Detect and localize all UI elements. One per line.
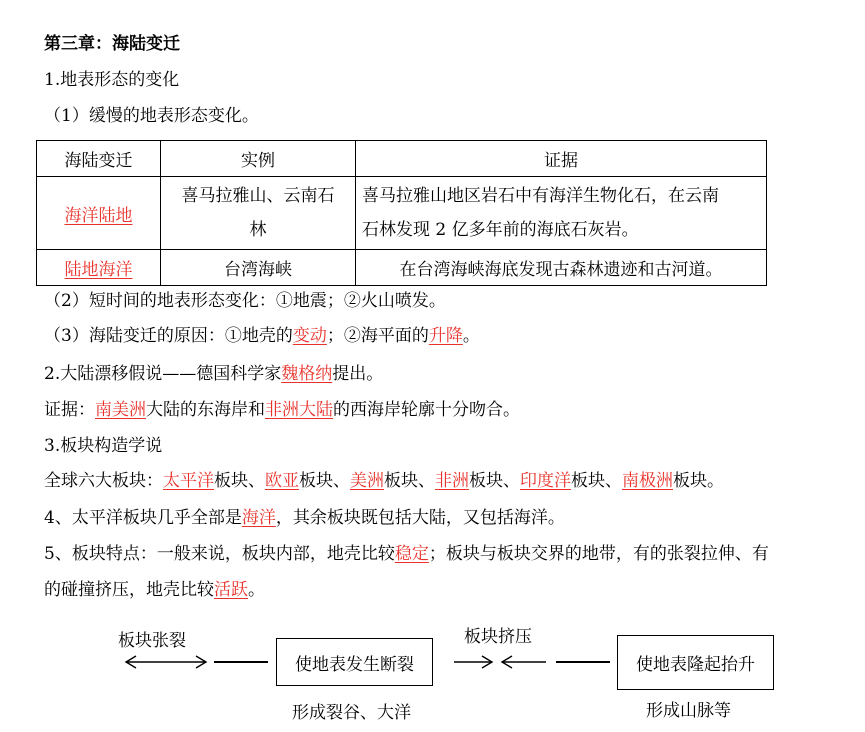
plate-name: 美洲 xyxy=(350,471,384,491)
table-cell-evidence: 喜马拉雅山地区岩石中有海洋生物化石，在云南 石林发现 2 亿多年前的海底石灰岩。 xyxy=(356,177,767,250)
diagram-right-caption: 形成山脉等 xyxy=(646,701,731,721)
section1-heading: 1.地表形态的变化 xyxy=(44,70,180,90)
diagram-left-label: 板块张裂 xyxy=(118,631,186,651)
plate-suffix: 板块、 xyxy=(469,471,520,491)
table-header-cell: 海陆变迁 xyxy=(37,141,161,177)
section1-sub3: （3）海陆变迁的原因：①地壳的变动；②海平面的升降。 xyxy=(44,326,480,346)
plate-suffix: 板块、 xyxy=(384,471,435,491)
double-arrow-icon xyxy=(124,652,208,672)
connector-line xyxy=(214,661,268,663)
section2-heading: 2.大陆漂移假说——德国科学家魏格纳提出。 xyxy=(44,364,384,384)
section4-line: 4、太平洋板块几乎全部是海洋，其余板块既包括大陆，又包括海洋。 xyxy=(44,508,565,528)
plate-suffix: 板块、 xyxy=(214,471,265,491)
plate-suffix: 板块、 xyxy=(299,471,350,491)
table-row xyxy=(37,177,767,250)
section3-heading: 3.板块构造学说 xyxy=(44,436,163,456)
table-cell-evidence: 在台湾海峡海底发现古森林遗迹和古河道。 xyxy=(356,250,767,286)
fracture-box: 使地表发生断裂 xyxy=(276,638,433,686)
table-cell-example: 喜马拉雅山、云南石 林 xyxy=(161,177,356,250)
six-plates-line: 全球六大板块：太平洋板块、欧亚板块、美洲板块、非洲板块、印度洋板块、南极洲板块。 xyxy=(44,471,724,491)
table-cell-change: 海洋陆地 xyxy=(37,177,161,250)
converging-arrows-icon xyxy=(452,652,548,672)
plate-name: 太平洋 xyxy=(163,471,214,491)
plate-name: 欧亚 xyxy=(265,471,299,491)
table-header-row xyxy=(37,141,767,177)
section5-line1: 5、板块特点：一般来说，板块内部，地壳比较稳定；板块与板块交界的地带，有的张裂拉伸、有 xyxy=(44,544,769,564)
section5-line2: 的碰撞挤压，地壳比较活跃。 xyxy=(44,580,265,600)
uplift-box: 使地表隆起抬升 xyxy=(617,635,774,690)
plates-list xyxy=(163,471,724,491)
plate-name: 非洲 xyxy=(435,471,469,491)
sea-land-change-table xyxy=(36,140,767,286)
section1-sub2: （2）短时间的地表形态变化：①地震；②火山喷发。 xyxy=(44,291,446,311)
section2-evidence: 证据：南美洲大陆的东海岸和非洲大陆的西海岸轮廓十分吻合。 xyxy=(44,400,520,420)
table-cell-change: 陆地海洋 xyxy=(37,250,161,286)
diagram-right-label: 板块挤压 xyxy=(464,627,532,647)
table-row xyxy=(37,250,767,286)
plate-suffix: 板块。 xyxy=(673,471,724,491)
diagram-left-caption: 形成裂谷、大洋 xyxy=(292,703,411,723)
plate-suffix: 板块、 xyxy=(571,471,622,491)
chapter-title: 第三章：海陆变迁 xyxy=(44,34,180,54)
table-header-cell: 证据 xyxy=(356,141,767,177)
plate-name: 南极洲 xyxy=(622,471,673,491)
table-header-cell: 实例 xyxy=(161,141,356,177)
table-cell-example: 台湾海峡 xyxy=(161,250,356,286)
section1-sub1: （1）缓慢的地表形态变化。 xyxy=(44,106,259,126)
connector-line xyxy=(556,661,610,663)
plate-name: 印度洋 xyxy=(520,471,571,491)
